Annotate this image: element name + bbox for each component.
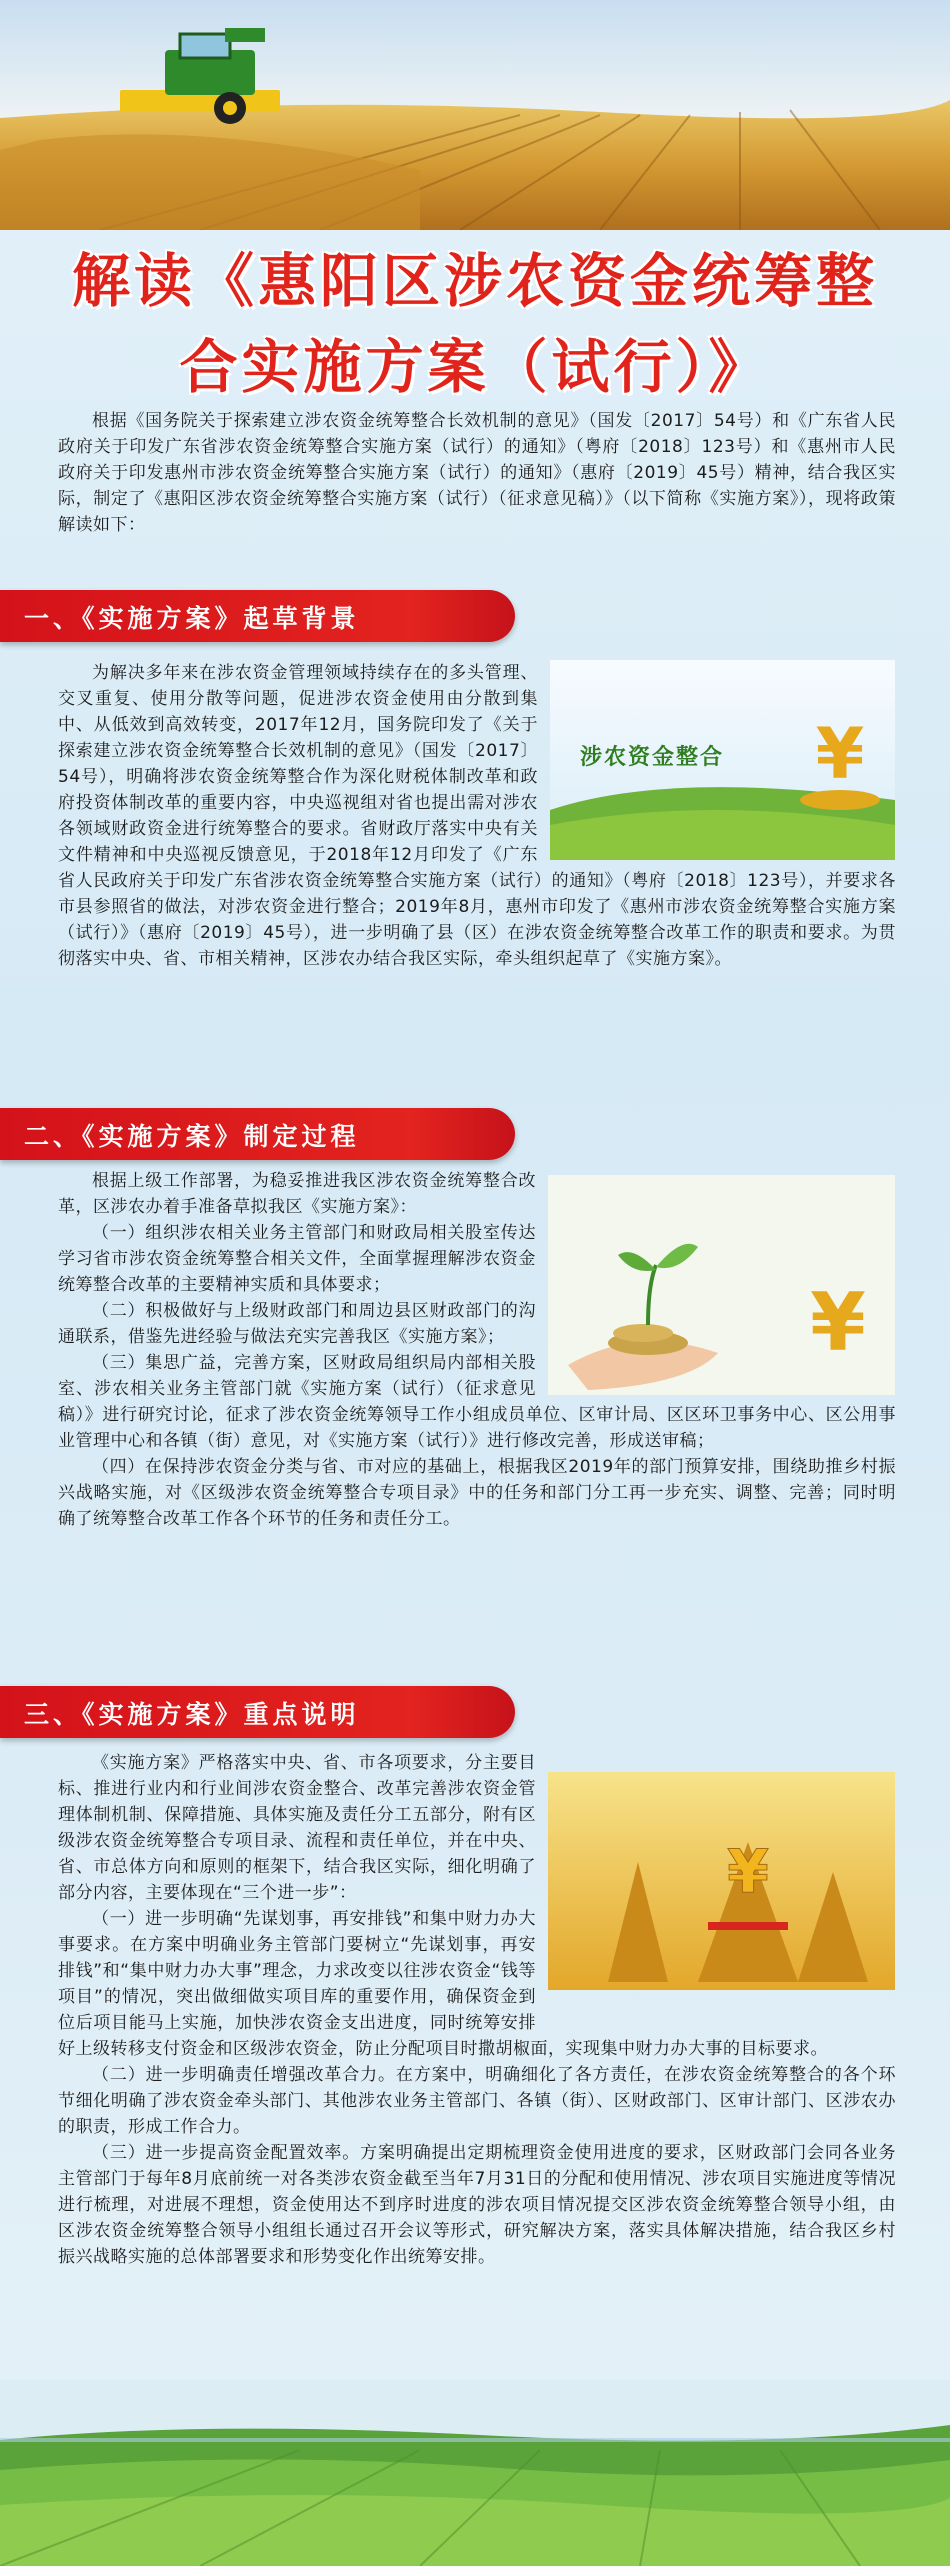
section-2-heading	[0, 1108, 515, 1160]
section-3-p3: （三）进一步提高资金配置效率。方案明确提出定期梳理资金使用进度的要求，区财政部门会同各业务主管部门于每年8月底前统一对各类涉农资金截至当年7月31日的分配和使用情况、涉农项目实施进度等情况进行梳理，对进展不理想，资金使用达不到序时进度的涉农项目情况提交区涉农资金统筹整合领导小组，由区涉农资金统筹整合领导小组组长通过召开会议等形式，研究解决方案，落实具体解决措施，结合我区乡村振兴战略实施的总体部署要求和形势变化作出统筹安排。	[58, 2143, 896, 2267]
svg-text:¥: ¥	[727, 1837, 769, 1907]
svg-text:¥: ¥	[815, 713, 865, 795]
section-1-heading	[0, 590, 515, 642]
section-3-body	[58, 1750, 896, 2270]
title-line-1: 解读《惠阳区涉农资金统筹整	[71, 247, 878, 315]
section-3-p1: （一）进一步明确“先谋划事，再安排钱”和集中财力办大事要求。在方案中明确业务主管部门要树立“先谋划事，再安排钱”和“集中财力办大事”理念，力求改变以往涉农资金“钱等项目”的情况，突出做细做实项目库的重要作用，确保资金到位后项目能马上实施，加快涉农资金支出进度，同时统筹安排好上级转移支付资金和区级涉农资金，防止分配项目时撒胡椒面，实现集中财力办大事的目标要求。	[58, 1909, 828, 2059]
section-2-heading-text: 二、《实施方案》制定过程	[24, 1122, 360, 1151]
section-2-p1: （一）组织涉农相关业务主管部门和财政局相关股室传达学习省市涉农资金统筹整合相关文件，全面掌握理解涉农资金统筹整合改革的主要精神实质和具体要求；	[58, 1223, 536, 1295]
section-2-p2: （二）积极做好与上级财政部门和周边县区财政部门的沟通联系，借鉴先进经验与做法充实完善我区《实施方案》；	[58, 1301, 536, 1347]
section-1-heading-text: 一、《实施方案》起草背景	[24, 604, 360, 633]
section-3-p2: （二）进一步明确责任增强改革合力。在方案中，明确细化了各方责任，在涉农资金统筹整合的各个环节细化明确了涉农资金牵头部门、其他涉农业务主管部门、各镇（街）、区财政部门、区审计部门、区涉农办的职责，形成工作合力。	[58, 2065, 896, 2137]
section-1-body	[58, 660, 896, 972]
section-2-p3: （三）集思广益，完善方案，区财政局组织局内部相关股室、涉农相关业务主管部门就《实施方案（试行）（征求意见稿）》进行研究讨论，征求了涉农资金统筹领导工作小组成员单位、区审计局、区区环卫事务中心、区公用事业管理中心和各镇（街）意见，对《实施方案（试行）》进行修改完善，形成送审稿；	[58, 1353, 896, 1451]
intro-paragraph: 根据《国务院关于探索建立涉农资金统筹整合长效机制的意见》（国发〔2017〕54号）和《广东省人民政府关于印发广东省涉农资金统筹整合实施方案（试行）的通知》（粤府〔2018〕123号）和《惠州市人民政府关于印发惠州市涉农资金统筹整合实施方案（试行）的通知》（惠府〔2019〕45号）精神，结合我区实际，制定了《惠阳区涉农资金统筹整合实施方案（试行）（征求意见稿）》（以下简称《实施方案》），现将政策解读如下：	[58, 411, 896, 535]
hero-banner-image	[0, 0, 950, 230]
section-2-p0: 根据上级工作部署，为稳妥推进我区涉农资金统筹整合改革，区涉农办着手准备草拟我区《实施方案》：	[58, 1171, 536, 1217]
section-1-image-caption: 涉农资金整合	[580, 745, 725, 770]
bottom-farmland-image	[0, 2380, 950, 2566]
title-line-2: 合实施方案（试行）》	[179, 333, 771, 401]
section-2-p4: （四）在保持涉农资金分类与省、市对应的基础上，根据我区2019年的部门预算安排，围绕助推乡村振兴战略实施，对《区级涉农资金统筹整合专项目录》中的任务和部门分工再一步充实、调整、完善；同时明确了统筹整合改革工作各个环节的任务和责任分工。	[58, 1457, 896, 1529]
section-3-image-spacer	[536, 1750, 896, 2012]
svg-text:¥: ¥	[810, 1276, 866, 1369]
section-2-body	[58, 1168, 896, 1532]
section-1-body-text: 为解决多年来在涉农资金管理领域持续存在的多头管理、交叉重复、使用分散等问题，促进涉农资金使用由分散到集中、从低效到高效转变，2017年12月，国务院印发了《关于探索建立涉农资金统筹整合长效机制的意见》（国发〔2017〕54号），明确将涉农资金统筹整合作为深化财税体制改革和政府投资体制改革的重要内容，中央巡视组对省也提出需对涉农各领域财政资金进行统筹整合的要求。省财政厅落实中央有关文件精神和中央巡视反馈意见，于2018年12月印发了《广东省人民政府关于印发广东省涉农资金统筹整合实施方案（试行）的通知》（粤府〔2018〕123号），并要求各市县参照省的做法，对涉农资金进行整合；2019年8月，惠州市印发了《惠州市涉农资金统筹整合实施方案（试行）》（惠府〔2019〕45号），进一步明确了县（区）在涉农资金统筹整合改革工作的职责和要求。为贯彻落实中央、省、市相关精神，区涉农办结合我区实际，牵头组织起草了《实施方案》。	[58, 663, 896, 969]
section-2-image-spacer	[536, 1168, 896, 1398]
section-3-heading-text: 三、《实施方案》重点说明	[24, 1700, 360, 1729]
section-1-image-spacer	[538, 660, 896, 868]
section-3-p0: 《实施方案》严格落实中央、省、市各项要求，分主要目标、推进行业内和行业间涉农资金整合、改革完善涉农资金管理体制机制、保障措施、具体实施及责任分工五部分，附有区级涉农资金统筹整合专项目录、流程和责任单位，并在中央、省、市总体方向和原则的框架下，结合我区实际，细化明确了部分内容，主要体现在“三个进一步”：	[58, 1753, 536, 1903]
section-3-heading	[0, 1686, 515, 1738]
page-title	[0, 238, 950, 410]
